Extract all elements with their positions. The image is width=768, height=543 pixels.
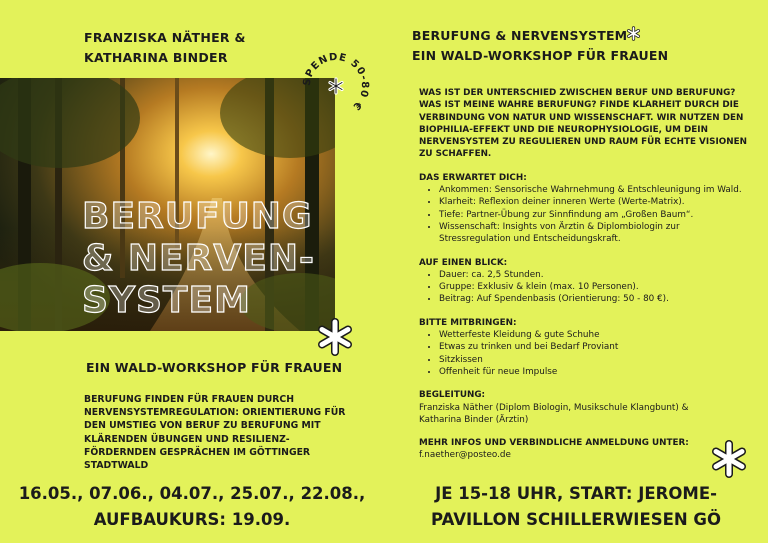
list-item: • Gruppe: Exklusiv & klein (max. 10 Personen). xyxy=(439,281,749,293)
list-item: • Beitrag: Auf Spendenbasis (Orientierung: 50 - 80 €). xyxy=(439,293,749,305)
intro-text: WAS IST DER UNTERSCHIED ZWISCHEN BERUF UND BERUFUNG? WAS IST MEINE WAHRE BERUFUNG? FINDE KLARHEIT DURCH DIE VERBINDUNG VON NATUR UND WISSENSCHAFT. WIR NUTZEN DEN BIOPHILIA-EFFEKT UND DIE NEUROPHYSIOLOGIE, UM DEIN NERVENSYSTEM ZU REGULIEREN UND RAUM FÜR ECHTE VISIONEN ZU SCHAFFEN. xyxy=(419,88,747,160)
author-1: FRANZISKA NÄTHER & xyxy=(84,30,246,45)
contact-title: MEHR INFOS UND VERBINDLICHE ANMELDUNG UNTER: xyxy=(419,438,689,449)
start-line-1: JE 15-18 UHR, START: JEROME- xyxy=(435,484,717,503)
expect-title: DAS ERWARTET DICH: xyxy=(419,172,527,183)
list-item: • Etwas zu trinken und bei Bedarf Proviant xyxy=(439,341,749,353)
company-line: Katharina Binder (Ärztin) xyxy=(419,414,529,425)
main-title xyxy=(82,196,342,322)
expect-list xyxy=(419,184,749,245)
dates-line-2: AUFBAUKURS: 19.09. xyxy=(93,510,291,529)
dates xyxy=(0,481,384,533)
donation-badge xyxy=(300,50,372,122)
author-2: KATHARINA BINDER xyxy=(84,50,228,65)
glance-title: AUF EINEN BLICK: xyxy=(419,257,508,268)
bring-list xyxy=(419,329,749,378)
list-item: • Offenheit für neue Impulse xyxy=(439,366,749,378)
asterisk-icon xyxy=(710,440,748,478)
badge-text: SPENDE 50-80 € xyxy=(301,51,371,113)
workshop-description: BERUFUNG FINDEN FÜR FRAUEN DURCH NERVENSYSTEMREGULATION: ORIENTIERUNG FÜR DEN UMSTIEG VON BERUF ZU BERUFUNG MIT KLÄRENDEN ÜBUNGEN UND RESILIENZ-FÖRDERNDEN GESPRÄCHEN IM GÖTTINGER STADTWALD xyxy=(84,394,346,472)
list-item: • Wetterfeste Kleidung & gute Schuhe xyxy=(439,329,749,341)
start-line-2: PAVILLON SCHILLERWIESEN GÖ xyxy=(431,510,721,529)
asterisk-icon xyxy=(316,318,354,356)
title-line-2: & NERVEN- xyxy=(82,238,315,279)
list-item: • Dauer: ca. 2,5 Stunden. xyxy=(439,269,749,281)
asterisk-icon xyxy=(626,26,641,41)
company-line: Franziska Näther (Diplom Biologin, Musikschule Klangbunt) & xyxy=(419,402,689,413)
list-item: • Tiefe: Partner-Übung zur Sinnfindung am „Großen Baum“. xyxy=(439,209,749,221)
company-title: BEGLEITUNG: xyxy=(419,390,486,401)
dates-line-1: 16.05., 07.06., 04.07., 25.07., 22.08., xyxy=(18,484,366,503)
right-heading-line-2: EIN WALD-WORKSHOP FÜR FRAUEN xyxy=(412,48,669,63)
bring-title: BITTE MITBRINGEN: xyxy=(419,317,517,328)
list-item: • Klarheit: Reflexion deiner inneren Werte (Werte-Matrix). xyxy=(439,196,749,208)
authors xyxy=(84,28,246,68)
list-item: • Ankommen: Sensorische Wahrnehmung & Entschleunigung im Wald. xyxy=(439,184,749,196)
right-body xyxy=(419,87,749,462)
title-line-3: SYSTEM xyxy=(82,280,251,321)
contact-email[interactable]: f.naether@posteo.de xyxy=(419,450,511,461)
right-heading-line-1: BERUFUNG & NERVENSYSTEM xyxy=(412,28,628,43)
glance-list xyxy=(419,269,749,306)
start-info xyxy=(384,481,768,533)
list-item: • Wissenschaft: Insights von Ärztin & Diplombiologin zur Stressregulation und Entscheidungskraft. xyxy=(439,221,749,246)
list-item: • Sitzkissen xyxy=(439,354,749,366)
title-line-1: BERUFUNG xyxy=(82,196,313,237)
workshop-subtitle: EIN WALD-WORKSHOP FÜR FRAUEN xyxy=(86,360,343,375)
